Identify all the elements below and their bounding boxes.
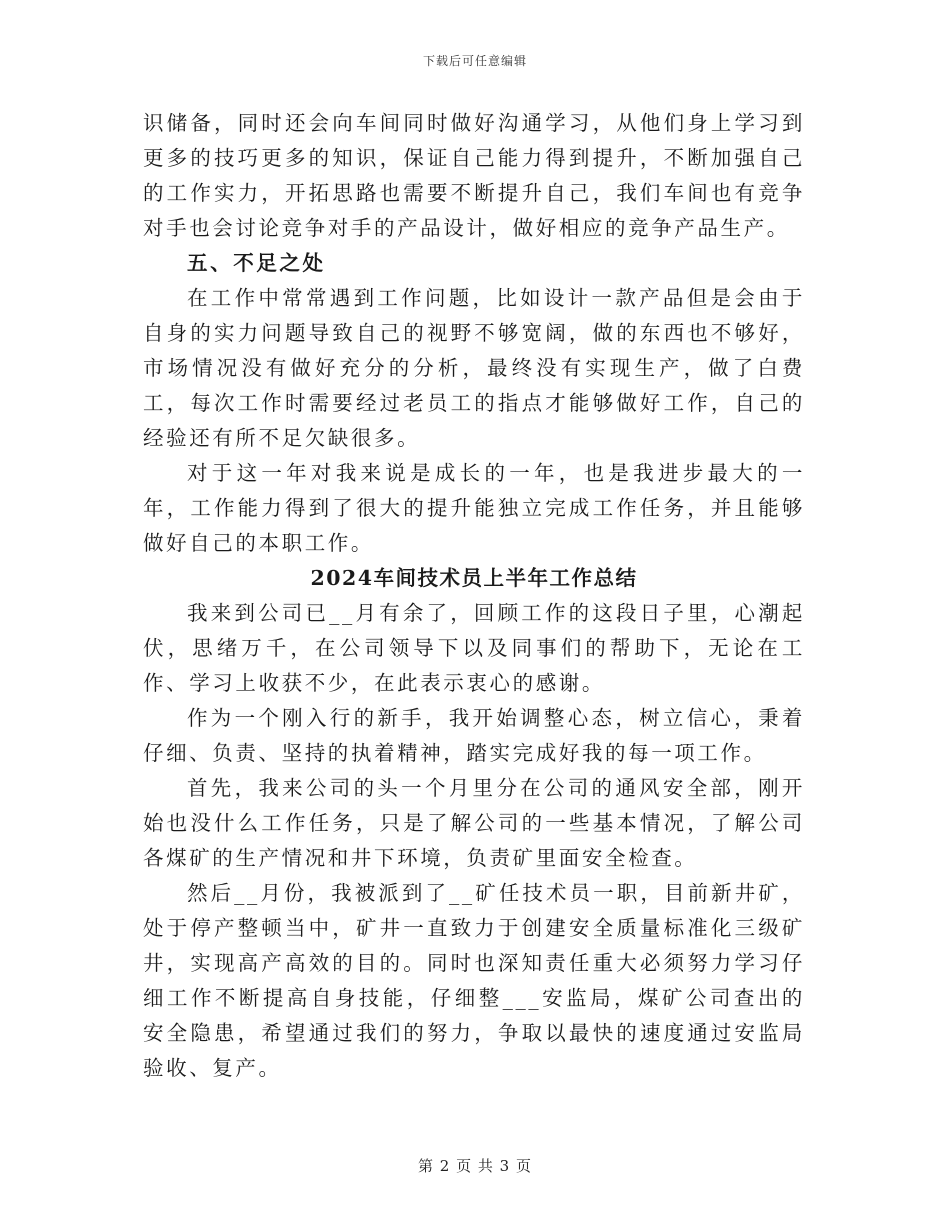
- document-body: [143, 106, 805, 1086]
- paragraph-year-summary: 对于这一年对我来说是成长的一年，也是我进步最大的一年，工作能力得到了很大的提升能独立完成工作任务，并且能够做好自己的本职工作。: [143, 461, 805, 555]
- paragraph-shortcomings: 在工作中常常遇到工作问题，比如设计一款产品但是会由于自身的实力问题导致自己的视野不够宽阔，做的东西也不够好，市场情况没有做好充分的分析，最终没有实现生产，做了白费工，每次工作时需要经过老员工的指点才能够做好工作，自己的经验还有所不足欠缺很多。: [143, 286, 805, 450]
- paragraph-assignment: 然后__月份，我被派到了__矿任技术员一职，目前新井矿，处于停产整顿当中，矿井一直致力于创建安全质量标准化三级矿井，实现高产高效的目的。同时也深知责任重大必须努力学习仔细工作不断提高自身技能，仔细整___安监局，煤矿公司查出的安全隐患，希望通过我们的努力，争取以最快的速度通过安监局验收、复产。: [143, 881, 805, 1080]
- page-footer: 第 2 页 共 3 页: [418, 1157, 532, 1175]
- page-header: 下载后可任意编辑: [422, 54, 527, 68]
- paragraph-intro: 我来到公司已__月有余了，回顾工作的这段日子里，心潮起伏，思绪万千，在公司领导下以及同事们的帮助下，无论在工作、学习上收获不少，在此表示衷心的感谢。: [143, 601, 805, 695]
- paragraph-continued: 识储备，同时还会向车间同时做好沟通学习，从他们身上学习到更多的技巧更多的知识，保证自己能力得到提升，不断加强自己的工作实力，开拓思路也需要不断提升自己，我们车间也有竞争对手也会讨论竞争对手的产品设计，做好相应的竞争产品生产。: [143, 111, 805, 240]
- paragraph-newcomer: 作为一个刚入行的新手，我开始调整心态，树立信心，秉着仔细、负责、坚持的执着精神，踏实完成好我的每一项工作。: [143, 706, 805, 765]
- paragraph-first-month: 首先，我来公司的头一个月里分在公司的通风安全部，刚开始也没什么工作任务，只是了解公司的一些基本情况，了解公司各煤矿的生产情况和井下环境，负责矿里面安全检查。: [143, 776, 805, 870]
- document-title: 2024车间技术员上半年工作总结: [310, 566, 638, 590]
- section-heading-shortcomings: 五、不足之处: [187, 251, 326, 275]
